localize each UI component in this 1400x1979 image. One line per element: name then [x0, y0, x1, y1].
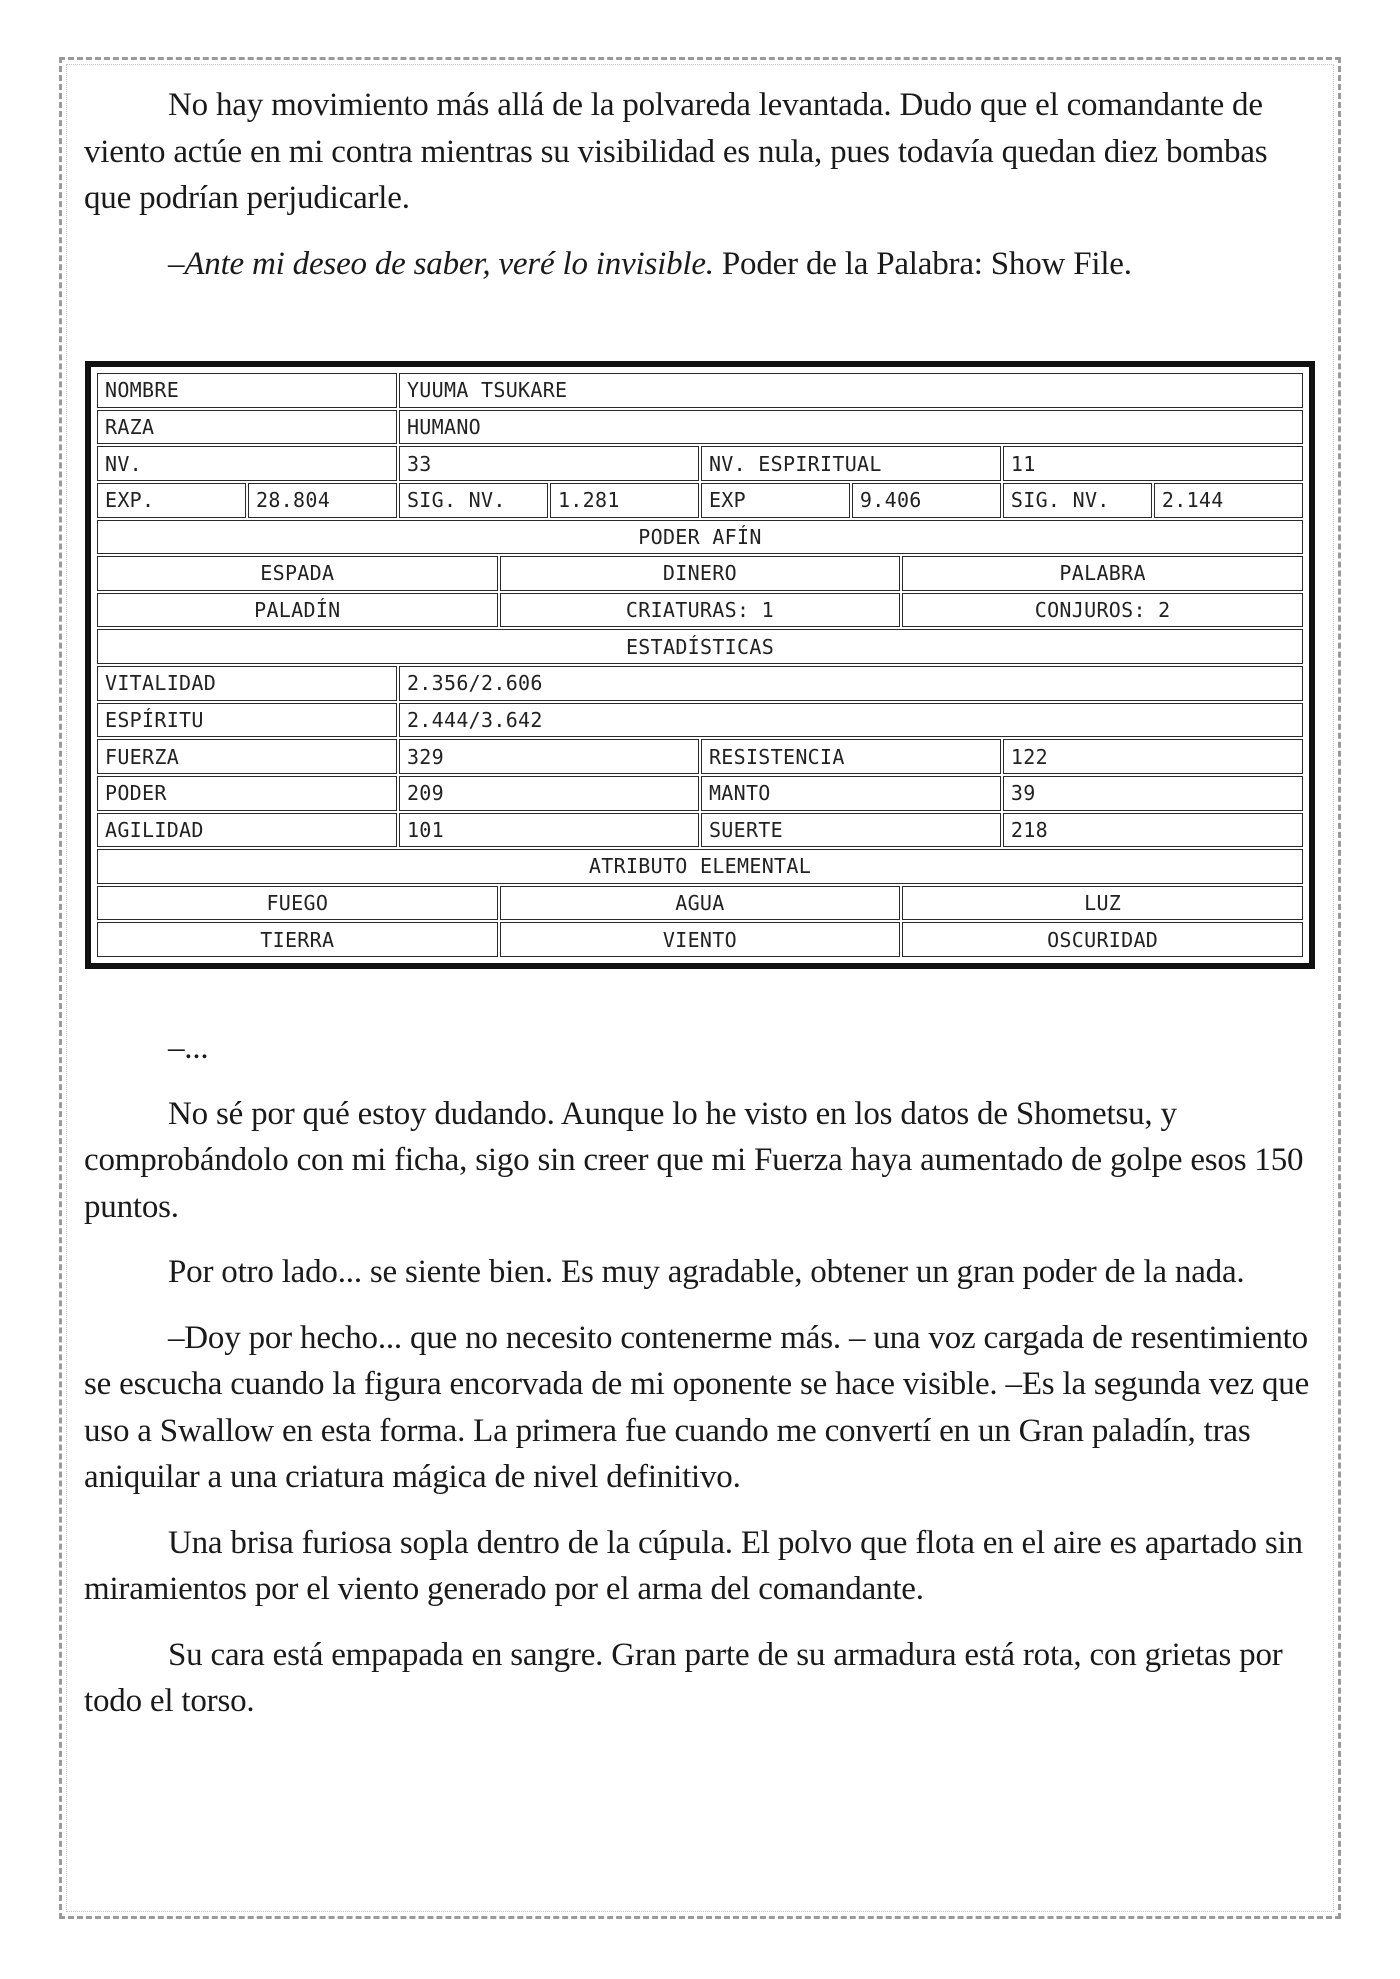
paragraph: No hay movimiento más allá de la polvareda levantada. Dudo que el comandante de viento actúe en mi contra mientras su visibilidad es nula, pues todavía quedan diez bombas que podrían perjudicarle.	[84, 87, 1268, 216]
table-row	[97, 556, 1303, 591]
affinity-espada: ESPADA	[97, 556, 498, 591]
espiritu-label: ESPÍRITU	[97, 703, 397, 738]
poder-value: 209	[399, 776, 699, 811]
element-viento: VIENTO	[500, 922, 901, 957]
sig-nv-label: SIG. NV.	[399, 483, 548, 518]
table-row	[97, 446, 1303, 481]
agilidad-value: 101	[399, 813, 699, 848]
atributo-elemental-header: ATRIBUTO ELEMENTAL	[97, 849, 1303, 884]
manto-value: 39	[1003, 776, 1303, 811]
resistencia-value: 122	[1003, 739, 1303, 774]
raza-label: RAZA	[97, 410, 397, 445]
table-row	[97, 410, 1303, 445]
paragraph: Su cara está empapada en sangre. Gran parte de su armadura está rota, con grietas por todo el torso.	[84, 1636, 1283, 1719]
raza-value: HUMANO	[399, 410, 1303, 445]
suerte-value: 218	[1003, 813, 1303, 848]
sig-nv-espiritual-label: SIG. NV.	[1003, 483, 1152, 518]
resistencia-label: RESISTENCIA	[701, 739, 1001, 774]
exp-espiritual-value: 9.406	[852, 483, 1001, 518]
dialogue-dash: –	[168, 245, 185, 282]
table-row	[97, 886, 1303, 921]
poder-afin-header: PODER AFÍN	[97, 520, 1303, 555]
table-row	[97, 849, 1303, 884]
table-row	[97, 629, 1303, 664]
affinity-palabra: PALABRA	[902, 556, 1303, 591]
narrative-top	[84, 82, 1316, 287]
spell-incantation-paragraph	[84, 241, 1316, 288]
affinity-detail-conjuros: CONJUROS: 2	[902, 593, 1303, 628]
exp-value: 28.804	[248, 483, 397, 518]
incantation-text: Ante mi deseo de saber, veré lo invisible.	[184, 245, 714, 282]
element-oscuridad: OSCURIDAD	[902, 922, 1303, 957]
status-table	[95, 371, 1305, 959]
table-row	[97, 703, 1303, 738]
affinity-dinero: DINERO	[500, 556, 901, 591]
table-row	[97, 373, 1303, 408]
nombre-value: YUUMA TSUKARE	[399, 373, 1303, 408]
paragraph: –...	[168, 1030, 209, 1066]
narrative-bottom	[84, 1025, 1316, 1725]
fuerza-label: FUERZA	[97, 739, 397, 774]
nv-espiritual-label: NV. ESPIRITUAL	[701, 446, 1001, 481]
paragraph: Por otro lado... se siente bien. Es muy agradable, obtener un gran poder de la nada.	[168, 1254, 1245, 1290]
suerte-label: SUERTE	[701, 813, 1001, 848]
fuerza-value: 329	[399, 739, 699, 774]
element-tierra: TIERRA	[97, 922, 498, 957]
espiritu-value: 2.444/3.642	[399, 703, 1303, 738]
table-row	[97, 483, 1303, 518]
table-row	[97, 520, 1303, 555]
nv-label: NV.	[97, 446, 397, 481]
exp-label: EXP.	[97, 483, 246, 518]
table-row	[97, 739, 1303, 774]
table-row	[97, 666, 1303, 701]
sig-nv-espiritual-value: 2.144	[1154, 483, 1303, 518]
element-agua: AGUA	[500, 886, 901, 921]
vitalidad-label: VITALIDAD	[97, 666, 397, 701]
affinity-detail-paladin: PALADÍN	[97, 593, 498, 628]
paragraph: –Doy por hecho... que no necesito contenerme más. – una voz cargada de resentimiento se escucha cuando la figura encorvada de mi oponente se hace visible. –Es la segunda vez que uso a Swallow en esta forma. La primera fue cuando me convertí en un Gran paladín, tras aniquilar a una criatura mágica de nivel definitivo.	[84, 1319, 1310, 1495]
element-luz: LUZ	[902, 886, 1303, 921]
table-row	[97, 776, 1303, 811]
vitalidad-value: 2.356/2.606	[399, 666, 1303, 701]
estadisticas-header: ESTADÍSTICAS	[97, 629, 1303, 664]
status-sheet	[85, 361, 1315, 969]
element-fuego: FUEGO	[97, 886, 498, 921]
table-row	[97, 593, 1303, 628]
nv-value: 33	[399, 446, 699, 481]
spell-name-text: Poder de la Palabra: Show File.	[713, 245, 1132, 282]
sig-nv-value: 1.281	[550, 483, 699, 518]
table-row	[97, 813, 1303, 848]
manto-label: MANTO	[701, 776, 1001, 811]
exp-espiritual-label: EXP	[701, 483, 850, 518]
table-row	[97, 922, 1303, 957]
poder-label: PODER	[97, 776, 397, 811]
agilidad-label: AGILIDAD	[97, 813, 397, 848]
nombre-label: NOMBRE	[97, 373, 397, 408]
nv-espiritual-value: 11	[1003, 446, 1303, 481]
paragraph: No sé por qué estoy dudando. Aunque lo he visto en los datos de Shometsu, y comprobándolo con mi ficha, sigo sin creer que mi Fuerza haya aumentado de golpe esos 150 puntos.	[84, 1095, 1304, 1225]
affinity-detail-criaturas: CRIATURAS: 1	[500, 593, 901, 628]
paragraph: Una brisa furiosa sopla dentro de la cúpula. El polvo que flota en el aire es apartado sin miramientos por el viento generado por el arma del comandante.	[84, 1524, 1303, 1607]
